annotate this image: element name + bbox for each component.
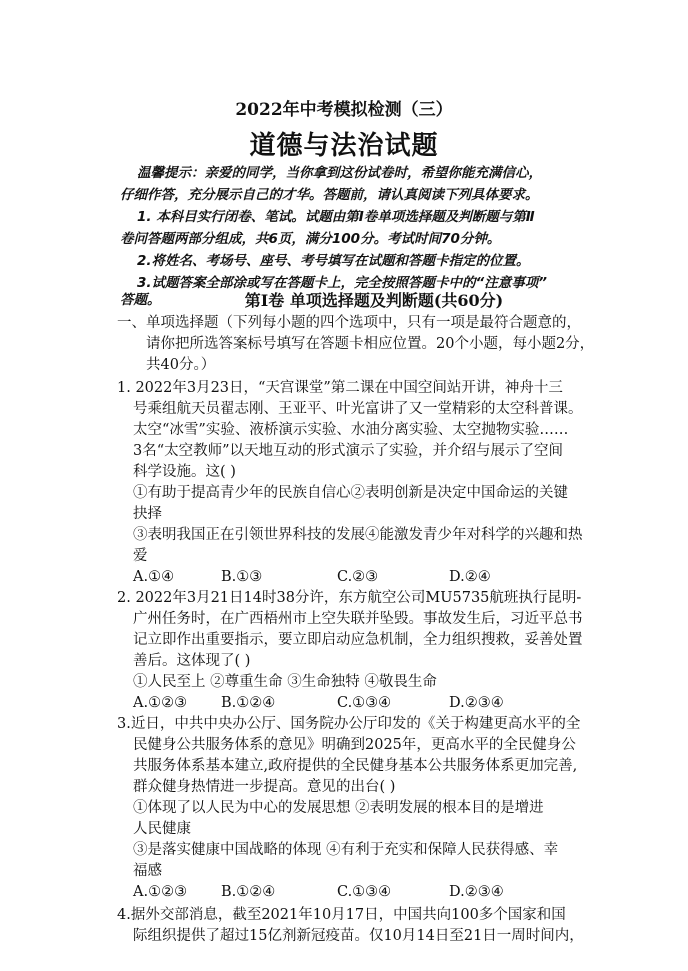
question-3-line: 3.近日，中共中央办公厅、国务院办公厅印发的《关于构建更高水平的全 [117, 716, 581, 732]
tip-line: 3.试题答案全部涂或写在答题卡上，完全按照答题卡中的“注意事项” [137, 275, 547, 291]
question-1-line: 3名“太空教师”以天地互动的形式演示了实验，并介绍与展示了空间 [133, 443, 564, 459]
option-a: A.①②③ [133, 695, 188, 711]
question-2-line: 广州任务时，在广西梧州市上空失联并坠毁。事故发生后，习近平总书 [133, 611, 583, 627]
question-1-line: 太空“冰雪”实验、液桥演示实验、水油分离实验、太空抛物实验…… [133, 422, 569, 438]
question-1-line: 1. 2022年3月23日，“天宫课堂”第二课在中国空间站开讲，神舟十三 [117, 380, 563, 396]
option-a: A.①④ [133, 569, 175, 585]
option-d: D.②③④ [449, 884, 504, 900]
question-1-line: 科学设施。这( ) [133, 464, 236, 480]
tip-line: 仔细作答，充分展示自己的才华。答题前，请认真阅读下列具体要求。 [120, 187, 539, 203]
instruction-line: 请你把所选答案标号填写在答题卡相应位置。20个小题，每小题2分， [146, 336, 595, 352]
question-3-line: 民健身公共服务体系的意见》明确到2025年，更高水平的全民健身公 [133, 737, 576, 753]
instruction-line: 共40分。） [146, 357, 216, 373]
option-c: C.①③④ [337, 695, 392, 711]
tip-line: 1. 本科目实行闭卷、笔试。试题由第Ⅰ卷单项选择题及判断题与第Ⅱ [137, 209, 535, 225]
section-title: 第Ⅰ卷 单项选择题及判断题(共60分) [244, 291, 504, 310]
question-1-line: ③表明我国正在引领世界科技的发展④能激发青少年对科学的兴趣和热 [133, 527, 583, 543]
option-c: C.①③④ [337, 884, 392, 900]
option-b: B.①②④ [221, 884, 276, 900]
question-1-line: 号乘组航天员翟志刚、王亚平、叶光富讲了又一堂精彩的太空科普课。 [133, 401, 583, 417]
question-3-line: 共服务体系基本建立,政府提供的全民健身基本公共服务体系更加完善, [133, 758, 578, 774]
question-3-line: ①体现了以人民为中心的发展思想 ②表明发展的根本目的是增进 [133, 800, 544, 816]
subject-title: 道德与法治试题 [249, 131, 439, 161]
question-2-line: 善后。这体现了( ) [133, 653, 251, 669]
option-d: D.②④ [449, 569, 491, 585]
tip-line: 答题。 [120, 292, 161, 308]
question-1-options [133, 567, 491, 587]
option-b: B.①②④ [221, 695, 276, 711]
tip-line: 卷问答题两部分组成，共6页，满分100分。考试时间70分钟。 [120, 231, 501, 247]
question-1-line: 抉择 [133, 506, 162, 522]
question-3-options [133, 882, 504, 902]
question-2-line: ①人民至上 ②尊重生命 ③生命独特 ④敬畏生命 [133, 674, 437, 690]
question-3-line: 人民健康 [133, 821, 191, 837]
question-2-line: 2. 2022年3月21日14时38分许，东方航空公司MU5735航班执行昆明- [117, 590, 582, 606]
option-a: A.①②③ [133, 884, 188, 900]
tip-line: 2.将姓名、考场号、座号、考号填写在试题和答题卡指定的位置。 [137, 253, 530, 269]
question-2-line: 记立即作出重要指示，要立即启动应急机制，全力组织搜救，妥善处置 [133, 632, 583, 648]
tip-line: 温馨提示：亲爱的同学，当你拿到这份试卷时，希望你能充满信心， [137, 165, 542, 181]
question-4-line: 际组织提供了超过15亿剂新冠疫苗。仅10月14日至21日一周时间内， [133, 928, 584, 944]
question-3-line: 福感 [133, 863, 162, 879]
instruction-line: 一、单项选择题（下列每小题的四个选项中，只有一项是最符合题意的， [117, 315, 581, 331]
question-1-line: 爱 [133, 548, 148, 564]
question-1-line: ①有助于提高青少年的民族自信心②表明创新是决定中国命运的关键 [133, 485, 568, 501]
option-c: C.②③ [337, 569, 379, 585]
exam-title: 2022年中考模拟检测（三） [235, 100, 453, 120]
question-3-line: 群众健身热情进一步提高。意见的出台( ) [133, 779, 396, 795]
option-d: D.②③④ [449, 695, 504, 711]
option-b: B.①③ [221, 569, 263, 585]
question-2-options [133, 693, 504, 713]
question-4-line: 4.据外交部消息，截至2021年10月17日，中国共向100多个国家和国 [117, 907, 566, 923]
question-3-line: ③是落实健康中国战略的体现 ④有利于充实和保障人民获得感、幸 [133, 842, 559, 858]
